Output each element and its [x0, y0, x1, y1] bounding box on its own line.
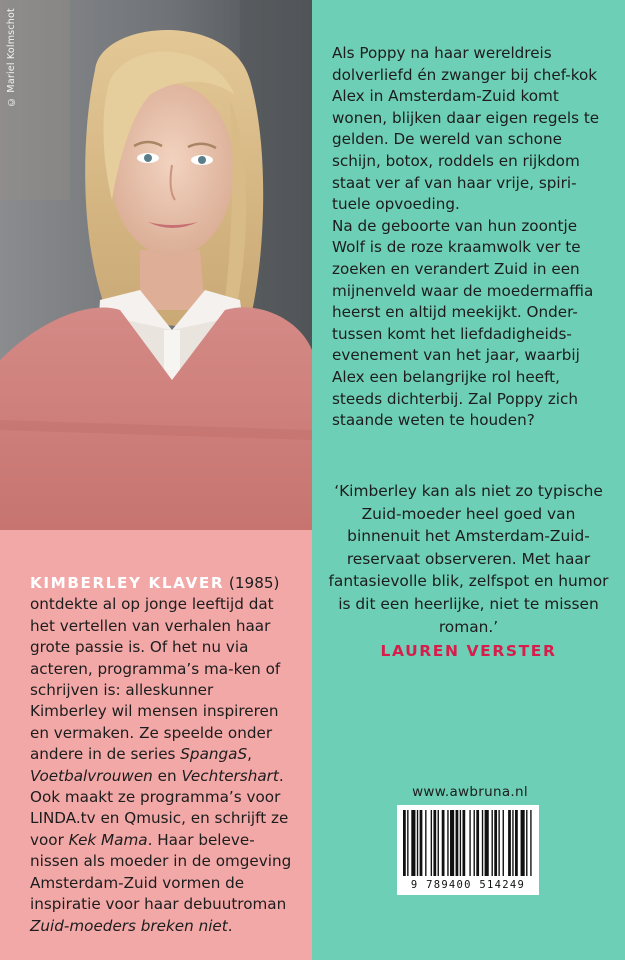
- bio-text-segment: .: [227, 916, 233, 935]
- barcode-bar: [438, 810, 439, 876]
- barcode-bar: [526, 810, 527, 876]
- bio-text-segment: en: [152, 766, 182, 785]
- author-bio: [30, 573, 292, 937]
- quote-author: LAUREN VERSTER: [380, 642, 557, 661]
- bio-text-segment: . Ook maakt ze programma’s voor LINDA.tv en Qmusic, en schrijft ze voor: [30, 766, 289, 849]
- bio-text-segment: . Haar beleve-nissen als moeder in de omgeving Amsterdam-Zuid vormen de inspiratie voor haar debuutroman: [30, 830, 292, 914]
- quote-text: ‘Kimberley kan als niet zo typische Zuid-moeder heel goed van binnenuit het Amsterdam-Zuid-reservaat observeren. Met haar fantasievolle blik, zelfspot en humor is dit een heerlijke, niet te missen roman.’: [328, 482, 609, 636]
- left-column: [0, 0, 312, 960]
- barcode-bar: [403, 810, 406, 876]
- barcode-bar: [417, 810, 418, 876]
- barcode-bar: [512, 810, 513, 876]
- barcode-bar: [407, 810, 408, 876]
- blurb-paragraph-1: Als Poppy na haar wereldreis dolverliefd én zwanger bij chef-kok Alex in Amsterdam-Zuid komt wonen, blijken daar eigen regels te gelden. De wereld van schone schijn, botox, roddels en rijkdom staat ver af van haar vrije, spiri-tuele opvoeding.: [332, 44, 600, 214]
- bio-italic-title: SpangaS: [180, 745, 248, 764]
- barcode-bar: [469, 810, 470, 876]
- barcode-bar: [508, 810, 511, 876]
- barcode-bar: [447, 810, 448, 876]
- barcode-bar: [530, 810, 531, 876]
- barcode-bar: [515, 810, 518, 876]
- bio-panel: [0, 530, 312, 960]
- review-quote: [326, 480, 611, 663]
- barcode-bar: [425, 810, 426, 876]
- bio-italic-title: Voetbalvrouwen: [30, 766, 153, 785]
- barcode-bars: [403, 810, 533, 876]
- barcode-bar: [482, 810, 483, 876]
- barcode-bar: [474, 810, 475, 876]
- bio-italic-title: Kek Mama: [68, 830, 148, 849]
- barcode-bar: [433, 810, 436, 876]
- barcode-bar: [476, 810, 479, 876]
- bio-text-segment: ,: [247, 745, 252, 764]
- barcode-bar: [492, 810, 493, 876]
- barcode-bar: [498, 810, 499, 876]
- author-photo: [0, 0, 312, 530]
- barcode-bar: [460, 810, 461, 876]
- author-portrait-illustration: [0, 0, 312, 530]
- bio-author-name: KIMBERLEY KLAVER: [30, 574, 225, 592]
- barcode-bar: [456, 810, 459, 876]
- bio-italic-title: Vechtershart: [181, 766, 279, 785]
- barcode-bar: [450, 810, 454, 876]
- barcode-bar: [411, 810, 415, 876]
- barcode-bar: [494, 810, 497, 876]
- barcode-isbn: 9 789400 514249: [410, 879, 526, 891]
- barcode-bar: [462, 810, 465, 876]
- bio-text-segment: (1985) ontdekte al op jonge leeftijd dat het vertellen van verhalen haar grote passie is. Of het nu via acteren, programma’s ma-ken of schrijven is: alleskunner Kimberley wil mensen inspireren en vermaken. Ze speelde onder andere in de series: [30, 574, 281, 764]
- barcode-bar: [442, 810, 445, 876]
- barcode-bar: [521, 810, 525, 876]
- bio-italic-title: Zuid-moeders breken niet: [30, 916, 228, 935]
- right-column: [312, 0, 625, 960]
- barcode-bar: [420, 810, 423, 876]
- blurb-paragraph-2: Na de geboorte van hun zoontje Wolf is de roze kraamwolk ver te zoeken en verandert Zuid in een mijnenveld waar de moedermaffia heerst en altijd meekijkt. Onder-tussen komt het liefdadigheids-evenement van het jaar, waarbij Alex een belangrijke rol heeft, steeds dichterbij. Zal Poppy zich staande weten te houden?: [332, 216, 594, 430]
- barcode-bar: [485, 810, 489, 876]
- book-blurb: [332, 43, 612, 432]
- barcode: [397, 805, 539, 895]
- publisher-website: www.awbruna.nl: [412, 784, 528, 800]
- photo-credit: © Mariel Kolmschot: [6, 8, 17, 107]
- barcode-bar: [431, 810, 432, 876]
- barcode-bar: [503, 810, 504, 876]
- bio-text: [30, 574, 291, 935]
